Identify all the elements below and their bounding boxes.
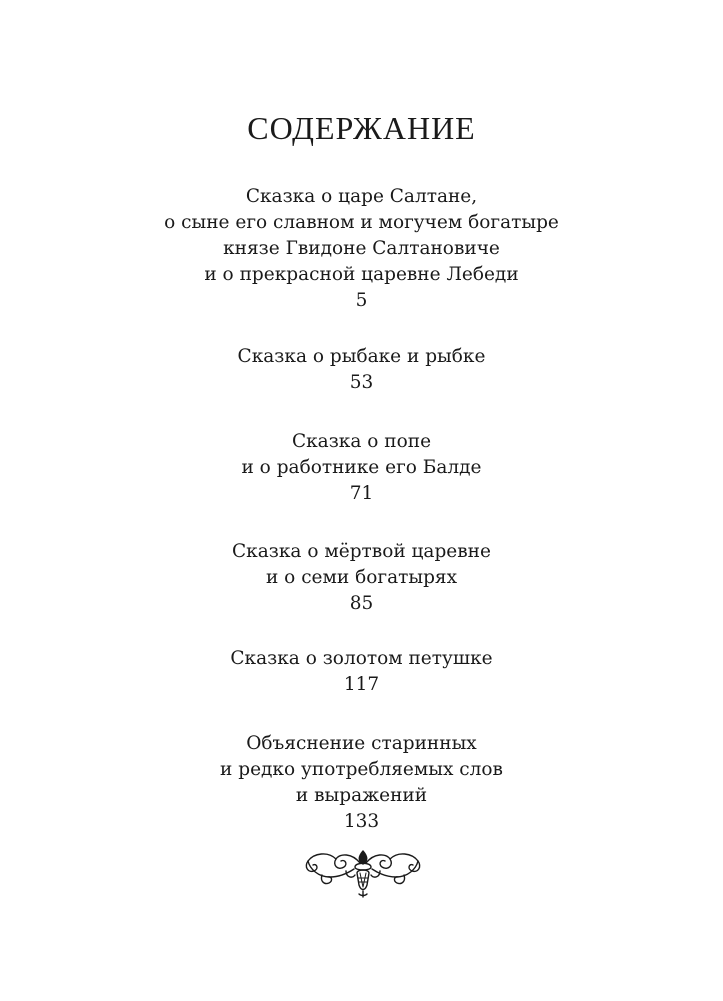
toc-entry-title-line: и выражений bbox=[295, 785, 428, 806]
toc-entry-title-line: о сыне его славном и могучем богатыре bbox=[164, 212, 559, 233]
toc-entry-title-line: князе Гвидоне Салтановиче bbox=[223, 238, 500, 259]
toc-entry-title-line: и о семи богатырях bbox=[265, 567, 458, 588]
toc-page-number: 85 bbox=[349, 593, 374, 614]
toc-entry[interactable] bbox=[0, 539, 723, 617]
toc-entry-title-line: Сказка о попе bbox=[291, 431, 432, 452]
toc-entry-title-line: Сказка о золотом петушке bbox=[230, 648, 493, 669]
toc-page-number: 117 bbox=[343, 674, 380, 695]
toc-entry-title-line: Объяснение старинных bbox=[246, 733, 477, 754]
toc-page-number: 133 bbox=[343, 811, 380, 832]
toc-entry[interactable] bbox=[0, 429, 723, 507]
toc-page-number: 53 bbox=[349, 372, 374, 393]
toc-page-number: 5 bbox=[355, 290, 368, 311]
toc-entry-title-line: и о работнике его Балде bbox=[241, 457, 482, 478]
toc-entry-title-line: Сказка о рыбаке и рыбке bbox=[237, 346, 486, 367]
toc-entry-title-line: Сказка о царе Салтане, bbox=[245, 186, 478, 207]
toc-entry-title-line: и редко употребляемых слов bbox=[220, 759, 503, 780]
toc-entry-title-line: Сказка о мёртвой царевне bbox=[232, 541, 491, 562]
page-title: СОДЕРЖАНИЕ bbox=[247, 110, 476, 146]
toc-entry[interactable] bbox=[0, 731, 723, 835]
toc-entry[interactable] bbox=[0, 344, 723, 396]
toc-entry-title-line: и о прекрасной царевне Лебеди bbox=[204, 264, 519, 285]
toc-entry[interactable] bbox=[0, 646, 723, 698]
toc-entry[interactable] bbox=[0, 184, 723, 314]
toc-page-number: 71 bbox=[349, 483, 374, 504]
floral-ornament-icon bbox=[302, 847, 424, 899]
